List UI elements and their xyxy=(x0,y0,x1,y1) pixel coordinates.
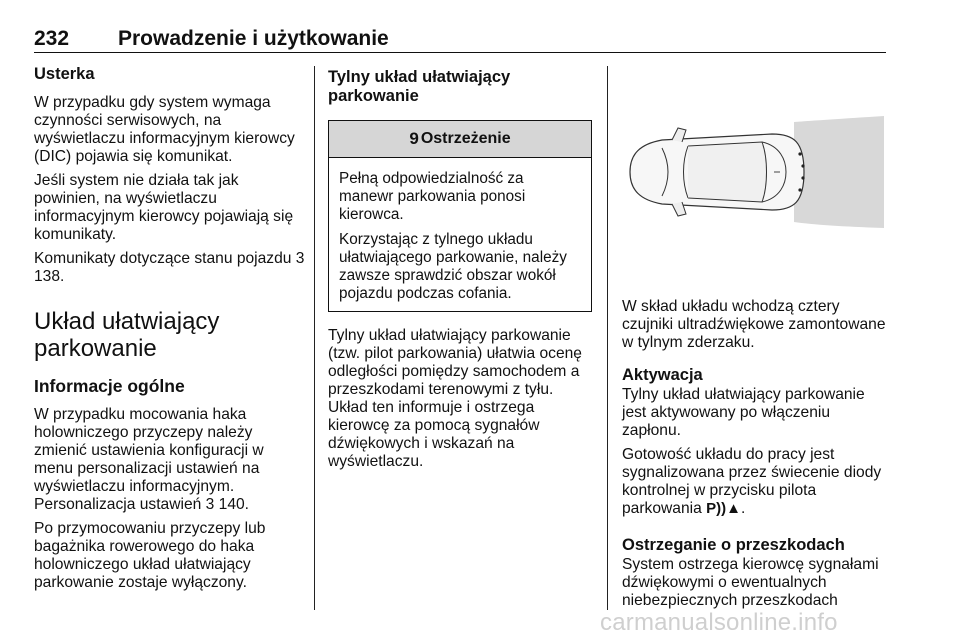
parking-button-icon: P))▲ xyxy=(706,500,741,517)
rear-parking-paragraph: Tylny układ ułatwiający parkowanie (tzw. pilot parkowania) ułatwia ocenę odległości pomiędzy samochodem a przeszkodami terenowymi z tyłu. Układ ten informuje i ostrzega kierowcę za pomocą sygnałów dźwiękowych i wskazań na wyświetlaczu. xyxy=(328,327,582,470)
usterka-paragraph-1: W przypadku gdy system wymaga czynności serwisowych, na wyświetlaczu informacyjnym kierowcy (DIC) pojawia się komunikat. xyxy=(34,94,295,165)
obstacles-paragraph: System ostrzega kierowcę sygnałami dźwiękowymi o ewentualnych niebezpiecznych przeszkodach xyxy=(622,556,879,609)
chapter-title: Prowadzenie i użytkowanie xyxy=(118,27,389,50)
general-paragraph-2: Po przymocowaniu przyczepy lub bagażnika rowerowego do haka holowniczego układ ułatwiający parkowanie zostaje wyłączony. xyxy=(34,520,266,591)
car-sensor-illustration xyxy=(622,68,890,282)
warning-icon: 9 xyxy=(409,129,419,148)
warning-title: Ostrzeżenie xyxy=(420,130,511,147)
column-divider-1 xyxy=(314,66,315,610)
page-number: 232 xyxy=(34,27,70,50)
page-reference-140[interactable]: 3 140. xyxy=(205,496,249,513)
obstacles-heading: Ostrzeganie o przeszkodach xyxy=(622,536,845,554)
warning-body xyxy=(329,158,591,311)
activation-heading: Aktywacja xyxy=(622,366,703,384)
column-2 xyxy=(328,62,594,471)
watermark: carmanualsonline.info xyxy=(600,609,838,636)
warning-box xyxy=(328,120,592,312)
column-divider-2 xyxy=(607,66,608,610)
usterka-paragraph-3-text: Komunikaty dotyczące stanu pojazdu xyxy=(34,250,292,267)
general-info-heading: Informacje ogólne xyxy=(34,376,185,396)
figure-caption: W skład układu wchodzą cztery czujniki ultradźwiękowe zamontowane w tylnym zderzaku. xyxy=(622,298,886,351)
header-rule xyxy=(34,52,886,53)
warning-header xyxy=(329,121,591,158)
column-1 xyxy=(34,62,306,592)
usterka-paragraph-2: Jeśli system nie działa tak jak powinien, na wyświetlaczu informacyjnym kierowcy pojawiają się komunikaty. xyxy=(34,172,294,243)
sensor-field-shape xyxy=(794,116,884,228)
section-heading: Układ ułatwiający parkowanie xyxy=(34,308,220,362)
general-paragraph-1 xyxy=(34,406,306,514)
usterka-heading: Usterka xyxy=(34,65,95,83)
general-paragraph-1-text: W przypadku mocowania haka holowniczego przyczepy należy zmienić ustawienia konfiguracji w menu personalizacji ustawień na wyświetlaczu informacyjnym. Personalizacja ustawień xyxy=(34,406,264,513)
activation-paragraph-1: Tylny układ ułatwiający parkowanie jest aktywowany po włączeniu zapłonu. xyxy=(622,386,865,439)
warning-paragraph-2: Korzystając z tylnego układu ułatwiającego parkowanie, należy zawsze sprawdzić obszar wokół pojazdu podczas cofania. xyxy=(339,231,567,302)
activation-paragraph-2-text: Gotowość układu do pracy jest sygnalizowana przez świecenie diody kontrolnej w przycisku pilota parkowania xyxy=(622,446,882,517)
warning-paragraph-1: Pełną odpowiedzialność za manewr parkowania ponosi kierowca. xyxy=(339,170,526,223)
page-header xyxy=(34,26,886,52)
page-reference-138[interactable]: 3 138. xyxy=(34,250,305,285)
column-3 xyxy=(622,62,890,610)
usterka-paragraph-3 xyxy=(34,250,306,286)
activation-paragraph-2: Gotowość układu do pracy jest sygnalizowana przez świecenie diody kontrolnej w przycisku pilota parkowania P))▲. xyxy=(622,446,882,517)
rear-parking-heading: Tylny układ ułatwiający parkowanie xyxy=(328,68,511,105)
